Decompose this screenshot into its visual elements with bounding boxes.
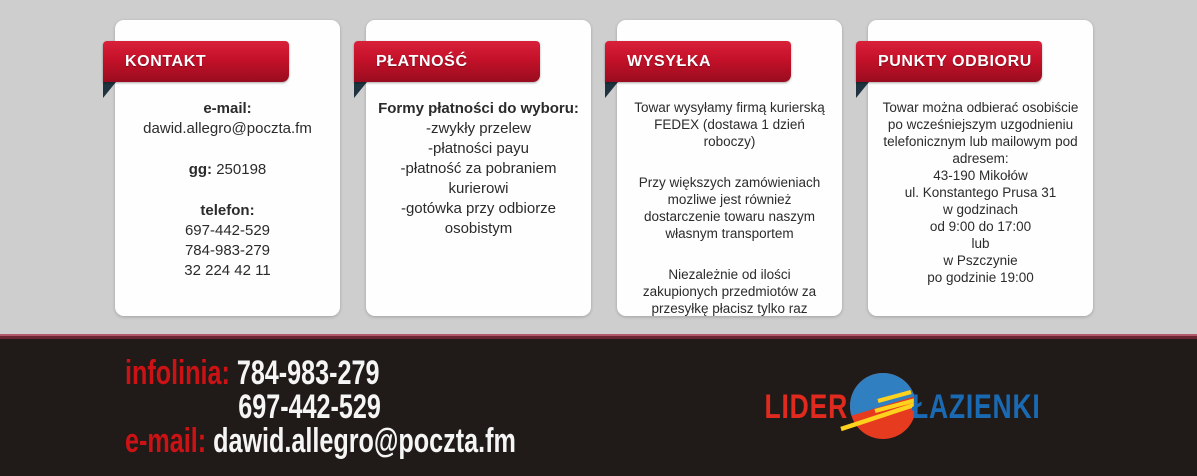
card-text-line bbox=[127, 201, 328, 221]
card-ribbon-label: PŁATNOŚĆ bbox=[376, 52, 468, 70]
hotline-phone-1: 784-983-279 bbox=[236, 354, 380, 392]
card-text-line bbox=[127, 160, 328, 180]
card-text-segment: 697-442-529 bbox=[184, 222, 271, 239]
card-text-segment: -płatności payu bbox=[428, 140, 529, 157]
card-text-line bbox=[127, 119, 328, 139]
card-text-segment: dawid.allegro@poczta.fm bbox=[143, 120, 312, 137]
card-text-block bbox=[127, 201, 328, 281]
card-text-line bbox=[629, 174, 830, 242]
email-label: e-mail: bbox=[125, 422, 207, 460]
hotline-phone-2: 697-442-529 bbox=[238, 388, 381, 426]
card-text-segment: 32 224 42 11 bbox=[184, 262, 271, 279]
card-text-segment: Towar można odbierać osobiście po wcześniejszym uzgodnieniu telefonicznym lub mailowym pod adresem: bbox=[882, 100, 1083, 166]
card-kontakt bbox=[115, 20, 340, 316]
card-wysy-ka bbox=[617, 20, 842, 316]
card-text-line bbox=[127, 221, 328, 241]
card-text-line bbox=[629, 266, 830, 317]
card-punkty-odbioru bbox=[868, 20, 1093, 316]
card-text-block bbox=[629, 99, 830, 150]
card-p-atno- bbox=[366, 20, 591, 316]
card-ribbon bbox=[354, 41, 540, 82]
card-text-block bbox=[127, 160, 328, 180]
card-ribbon-label: KONTAKT bbox=[125, 52, 207, 70]
card-text-segment: telefon: bbox=[200, 202, 255, 219]
card-text-block bbox=[629, 266, 830, 317]
card-text-segment: Towar wysyłamy firmą kurierską FEDEX (dostawa 1 dzień roboczy) bbox=[634, 100, 829, 149]
logo-word-lazienki: ŁAZIENKI bbox=[912, 388, 1041, 426]
card-text-line bbox=[378, 199, 579, 239]
card-text-segment: po godzinie 19:00 bbox=[927, 270, 1034, 285]
card-text-segment: 43-190 Mikołów bbox=[933, 168, 1028, 183]
card-text-segment: w godzinach bbox=[942, 202, 1019, 217]
footer-hotline-line bbox=[125, 356, 516, 390]
footer-contact-block bbox=[125, 356, 516, 458]
logo-word-lider: LIDER bbox=[764, 388, 849, 426]
card-text-block bbox=[629, 174, 830, 242]
card-text-segment: Przy większych zamówieniach mozliwe jest również dostarczenie towaru naszym własnym transportem bbox=[638, 175, 825, 241]
footer-bar bbox=[0, 339, 1197, 476]
card-text-segment: w Pszczynie bbox=[943, 253, 1018, 268]
card-text-line bbox=[127, 261, 328, 281]
card-text-line bbox=[378, 139, 579, 159]
card-text-segment: gg: bbox=[188, 161, 213, 178]
card-text-segment: e-mail: bbox=[203, 100, 252, 117]
card-text-segment: Niezależnie od ilości zakupionych przedmiotów za przesyłkę płacisz tylko raz bbox=[642, 267, 820, 316]
card-text-segment: 784-983-279 bbox=[184, 242, 271, 259]
lider-lazienki-logo bbox=[741, 371, 1077, 443]
footer-hotline-line-2 bbox=[125, 390, 516, 424]
card-text-line bbox=[880, 184, 1081, 201]
card-text-line bbox=[127, 99, 328, 119]
card-text-line bbox=[880, 167, 1081, 184]
card-text-segment: 250198 bbox=[212, 161, 267, 178]
card-text-segment: lub bbox=[971, 236, 990, 251]
card-text-block bbox=[880, 99, 1081, 286]
card-text-segment: -gotówka przy odbiorze osobistym bbox=[400, 200, 561, 237]
hotline-label: infolinia: bbox=[125, 354, 230, 392]
card-text-line bbox=[880, 99, 1081, 167]
card-text-line bbox=[629, 99, 830, 150]
card-ribbon bbox=[103, 41, 289, 82]
card-text-block bbox=[378, 99, 579, 239]
card-text-segment: Formy płatności do wyboru: bbox=[378, 100, 579, 117]
card-ribbon-label: PUNKTY ODBIORU bbox=[878, 52, 1032, 70]
card-text-segment: -płatność za pobraniem kurierowi bbox=[400, 160, 561, 197]
footer-email-line bbox=[125, 424, 516, 458]
card-text-line bbox=[378, 119, 579, 139]
card-text-line bbox=[880, 252, 1081, 269]
lider-lazienki-logo-icon bbox=[839, 371, 919, 443]
card-text-segment: -zwykły przelew bbox=[425, 120, 531, 137]
card-text-segment: ul. Konstantego Prusa 31 bbox=[904, 185, 1057, 200]
card-text-line bbox=[880, 235, 1081, 252]
card-text-block bbox=[127, 99, 328, 139]
card-text-line bbox=[378, 159, 579, 199]
card-ribbon bbox=[856, 41, 1042, 82]
card-text-line bbox=[127, 241, 328, 261]
card-text-line bbox=[880, 201, 1081, 218]
card-text-line bbox=[880, 269, 1081, 286]
card-text-line bbox=[378, 99, 579, 119]
card-text-line bbox=[880, 218, 1081, 235]
email-value: dawid.allegro@poczta.fm bbox=[213, 422, 516, 460]
card-ribbon-label: WYSYŁKA bbox=[627, 52, 712, 70]
card-text-segment: od 9:00 do 17:00 bbox=[929, 219, 1032, 234]
card-ribbon bbox=[605, 41, 791, 82]
